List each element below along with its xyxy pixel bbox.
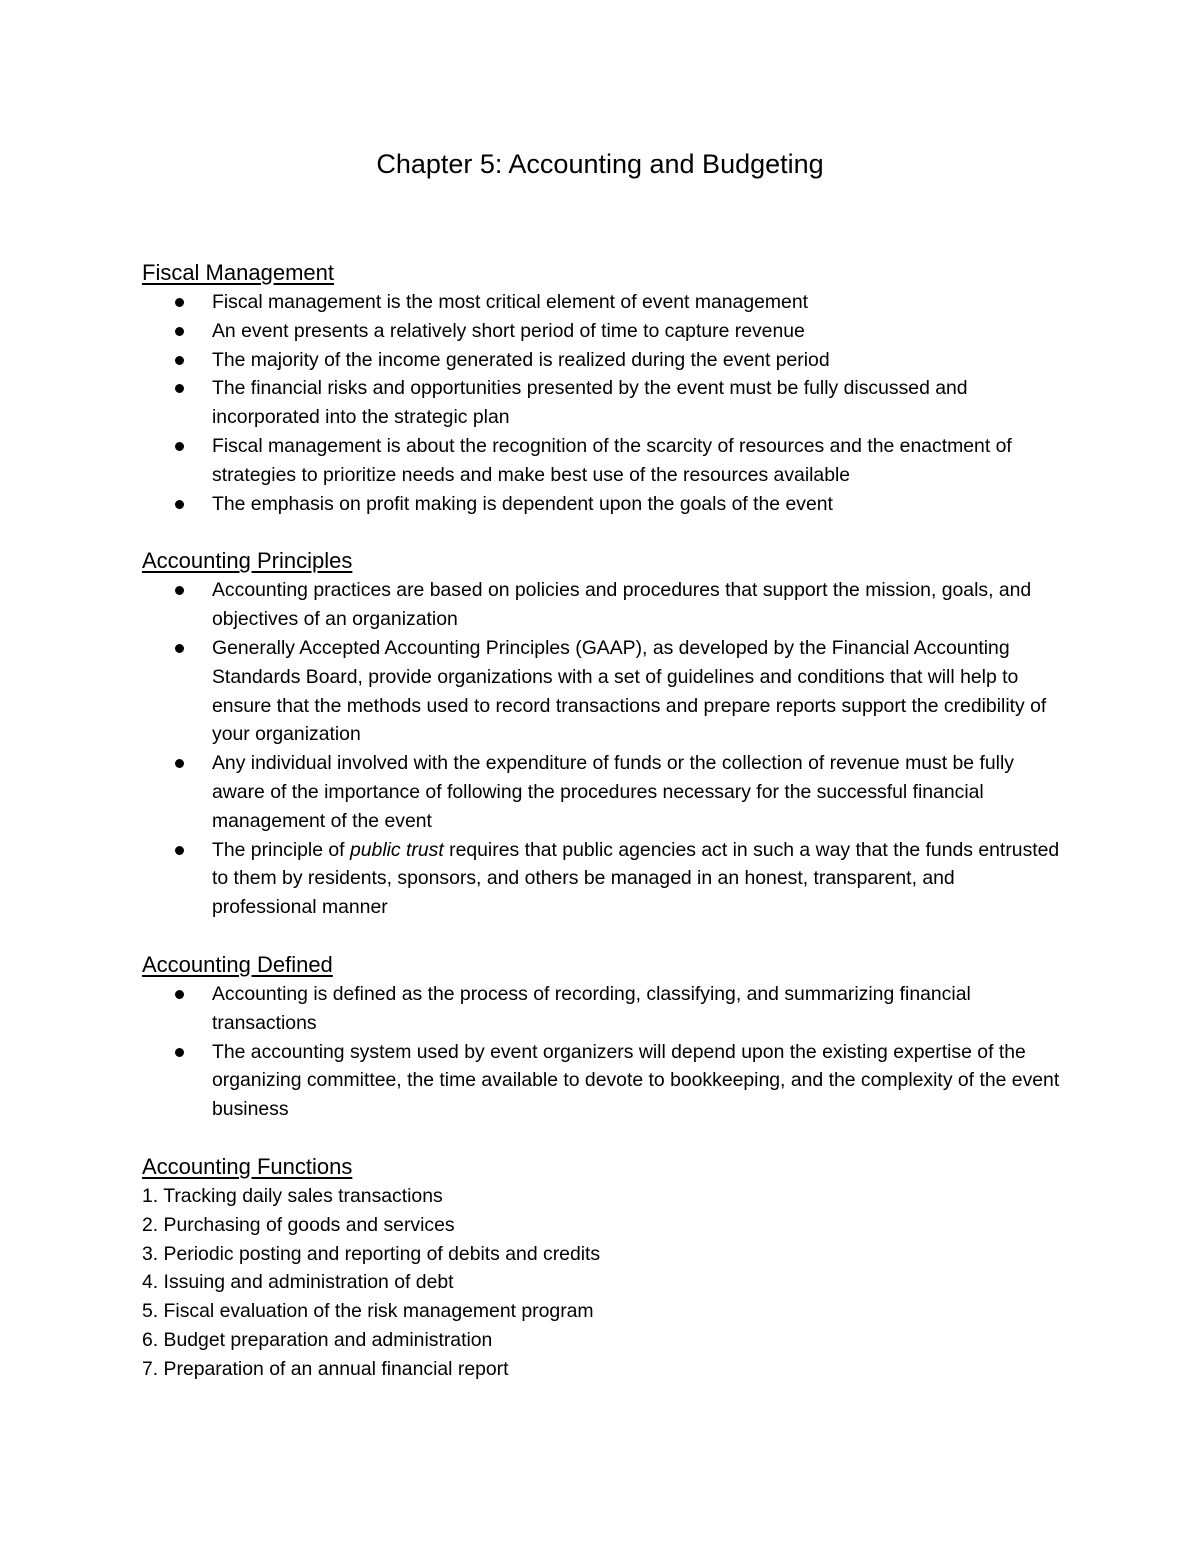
bullet-icon <box>175 442 184 451</box>
bullet-icon <box>175 298 184 307</box>
section-fiscal-management <box>142 258 1062 518</box>
section-accounting-functions <box>142 1152 1062 1384</box>
bullet-icon <box>175 759 184 768</box>
document-body <box>142 258 1062 1384</box>
section-heading: Accounting Principles <box>142 548 353 574</box>
list-item: Any individual involved with the expenditure of funds or the collection of revenue must be fully aware of the importance of following the procedures necessary for the successful financial management of the event <box>142 749 1062 835</box>
bullet-icon <box>175 356 184 365</box>
list-item: 1. Tracking daily sales transactions <box>142 1184 443 1207</box>
section-heading: Accounting Defined <box>142 951 333 977</box>
list-item: The majority of the income generated is realized during the event period <box>142 346 1062 375</box>
list-item: Fiscal management is the most critical element of event management <box>142 288 1062 317</box>
list-item: 6. Budget preparation and administration <box>142 1328 493 1351</box>
list-item: Fiscal management is about the recognition of the scarcity of resources and the enactment of strategies to prioritize needs and make best use of the resources available <box>142 432 1062 490</box>
list-item: 2. Purchasing of goods and services <box>142 1213 455 1236</box>
bullet-icon <box>175 990 184 999</box>
list-item: 3. Periodic posting and reporting of debits and credits <box>142 1242 601 1265</box>
list-item: The principle of public trust requires that public agencies act in such a way that the funds entrusted to them by residents, sponsors, and others be managed in an honest, transparent, and professional manner <box>142 836 1062 922</box>
bullet-icon <box>175 384 184 393</box>
section-heading: Fiscal Management <box>142 260 334 285</box>
list-item: 4. Issuing and administration of debt <box>142 1271 454 1294</box>
bullet-list <box>142 288 1062 518</box>
page-title: Chapter 5: Accounting and Budgeting <box>376 149 824 179</box>
list-item: Accounting practices are based on policies and procedures that support the mission, goals, and objectives of an organization <box>142 576 1062 634</box>
bullet-icon <box>175 1048 184 1057</box>
list-item: 7. Preparation of an annual financial report <box>142 1357 509 1380</box>
list-item: Accounting is defined as the process of recording, classifying, and summarizing financial transactions <box>142 980 1062 1038</box>
bullet-icon <box>175 846 184 855</box>
bullet-icon <box>175 327 184 336</box>
numbered-list <box>142 1182 1062 1384</box>
section-heading: Accounting Functions <box>142 1153 353 1179</box>
bullet-icon <box>175 586 184 595</box>
bullet-icon <box>175 644 184 653</box>
list-item: Generally Accepted Accounting Principles (GAAP), as developed by the Financial Accounting Standards Board, provide organizations with a set of guidelines and conditions that will help to ensure that the methods used to record transactions and prepare reports support the credibility of your organization <box>142 634 1062 749</box>
bullet-list <box>142 576 1062 922</box>
italic-term: public trust <box>349 838 444 861</box>
section-accounting-defined <box>142 950 1062 1124</box>
bullet-icon <box>175 500 184 509</box>
bullet-list <box>142 980 1062 1124</box>
list-item: The financial risks and opportunities presented by the event must be fully discussed and incorporated into the strategic plan <box>142 374 1062 432</box>
list-item: An event presents a relatively short period of time to capture revenue <box>142 317 1062 346</box>
list-item: 5. Fiscal evaluation of the risk management program <box>142 1300 594 1323</box>
list-item: The emphasis on profit making is dependent upon the goals of the event <box>142 490 1062 519</box>
list-item: The accounting system used by event organizers will depend upon the existing expertise of the organizing committee, the time available to devote to bookkeeping, and the complexity of the event business <box>142 1038 1062 1124</box>
section-accounting-principles <box>142 546 1062 922</box>
